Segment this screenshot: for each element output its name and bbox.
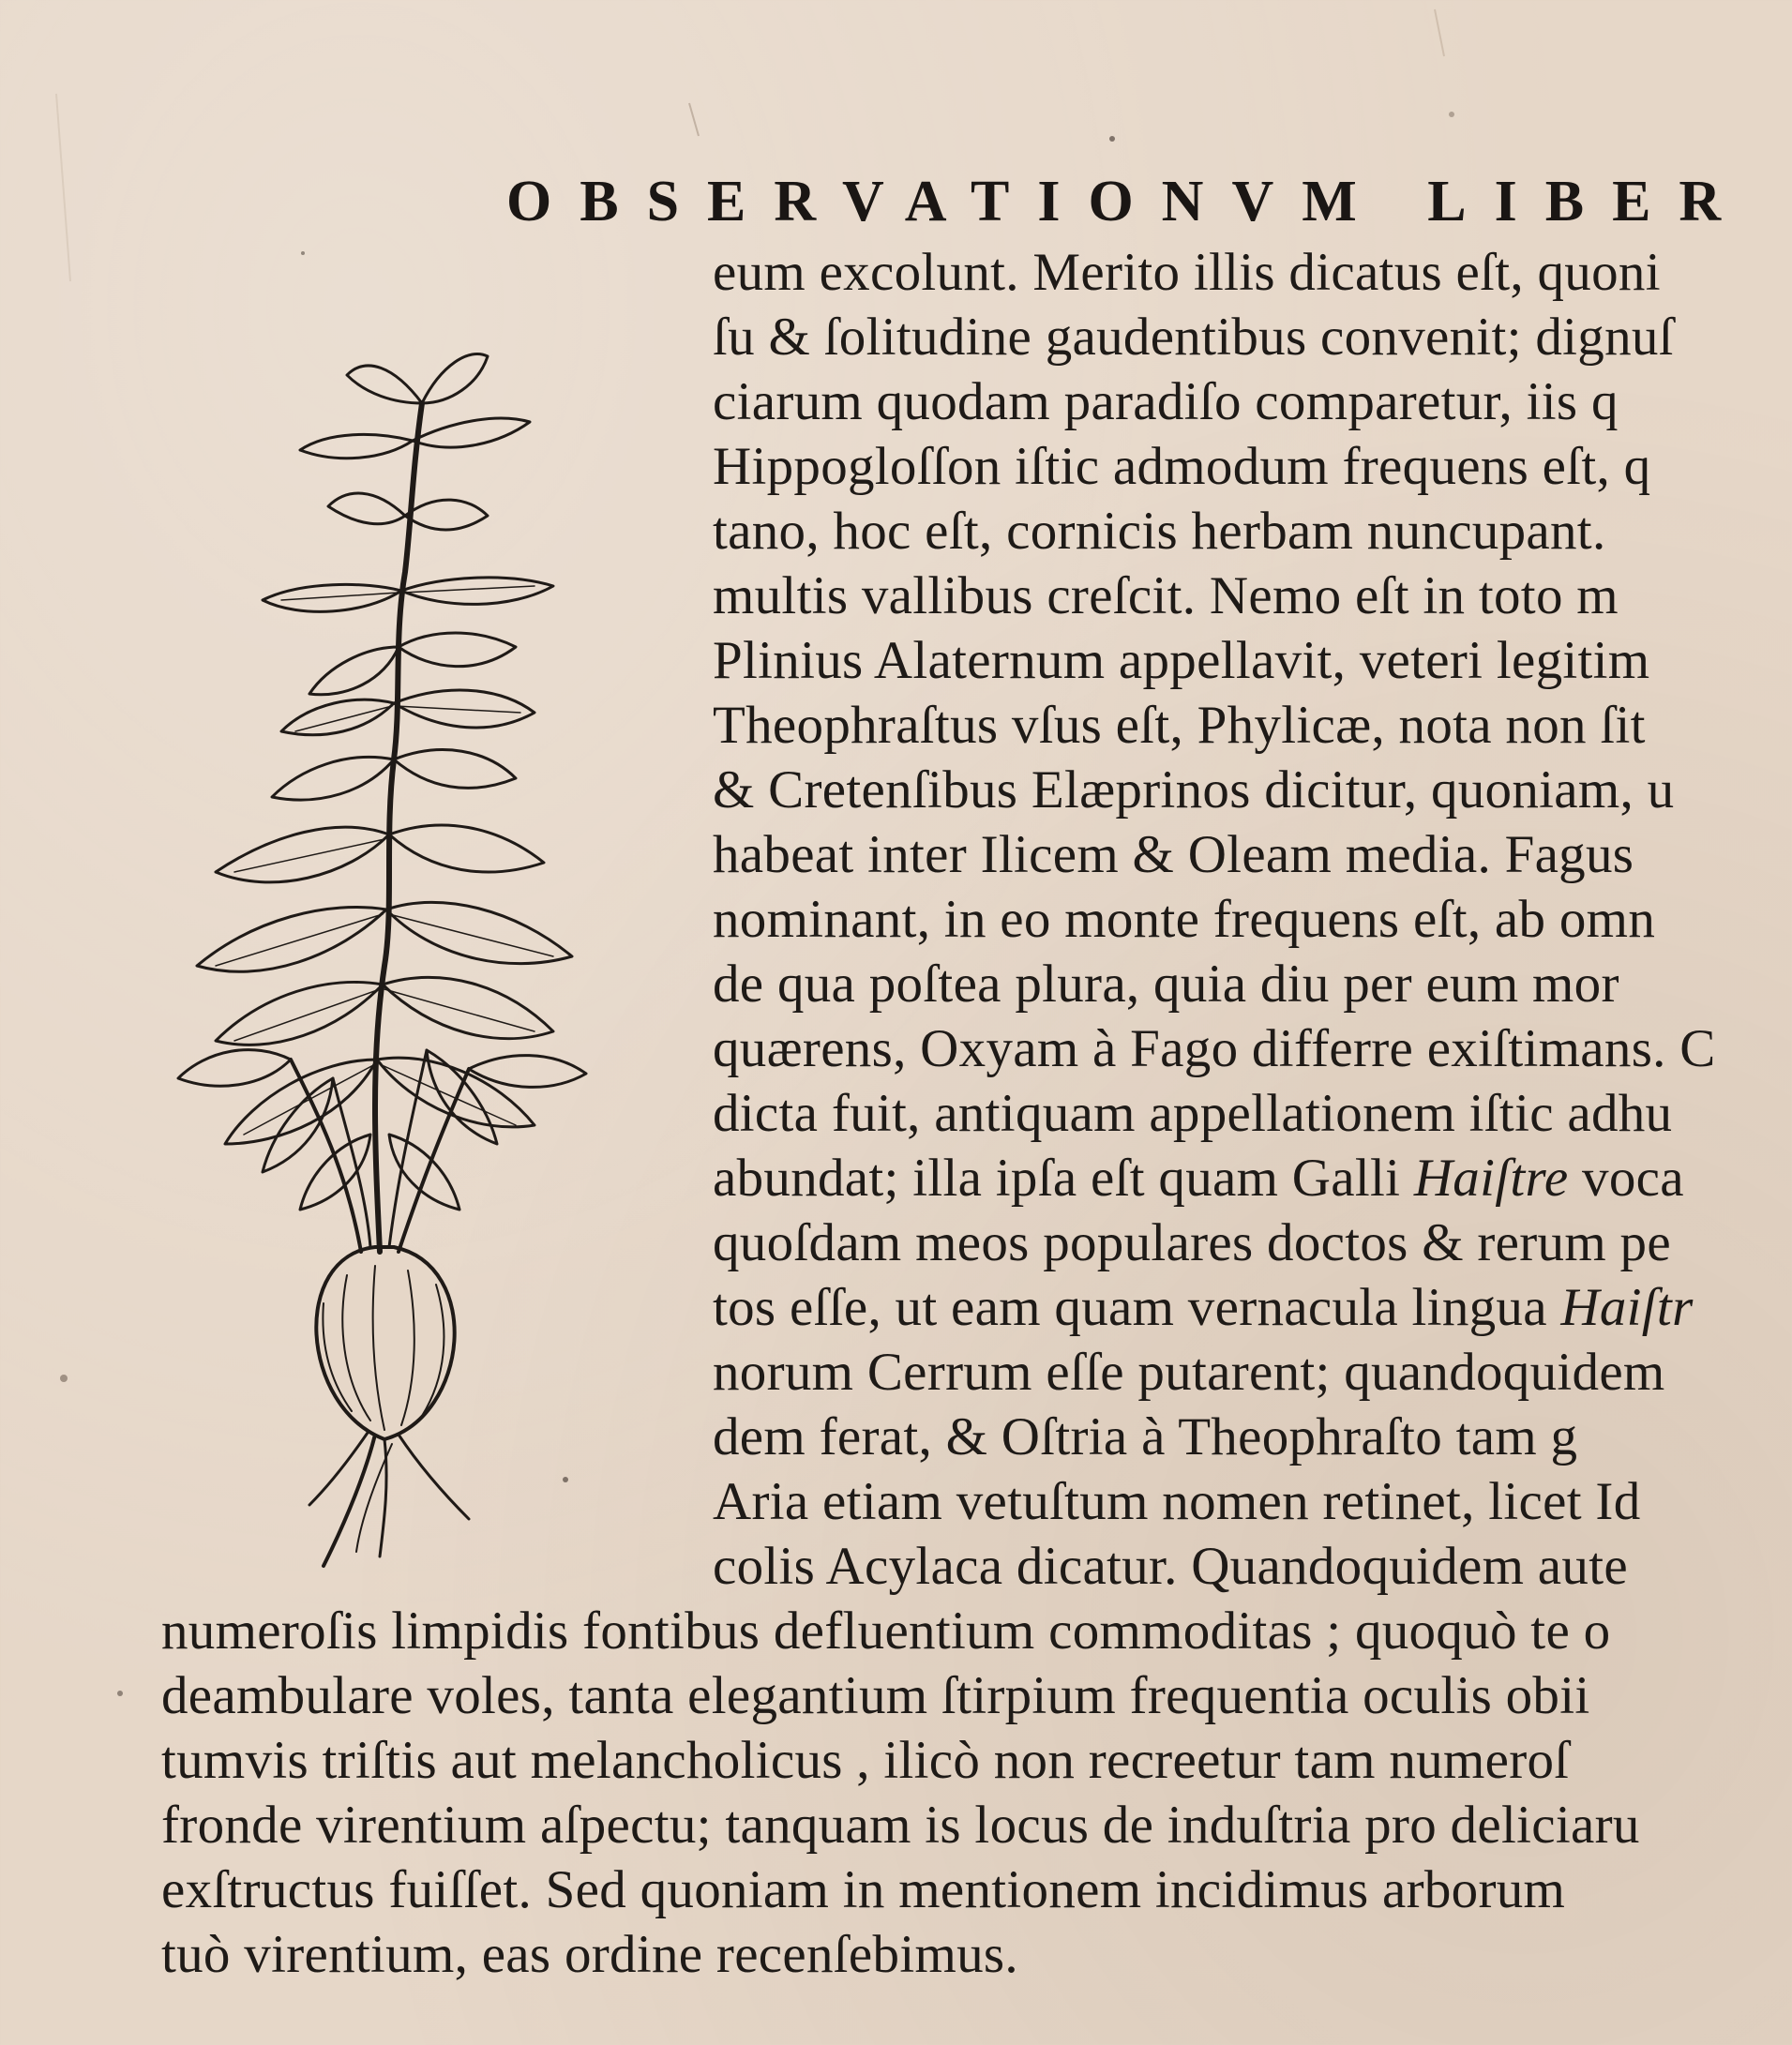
text-line: norum Cerrum eſſe putarent; quandoquidem <box>713 1343 1665 1402</box>
text-line: quoſdam meos populares doctos & rerum pe <box>713 1213 1671 1272</box>
text-line: habeat inter Ilicem & Oleam media. Fagus <box>713 825 1634 884</box>
text-line: Hippogloſſon iſtic admodum frequens eſt, q <box>713 437 1651 496</box>
text-segment: voca <box>1568 1149 1684 1208</box>
italic-word: Haiſtr <box>1560 1278 1694 1337</box>
text-line: tano, hoc eſt, cornicis herbam nuncupant. <box>713 502 1606 561</box>
text-line: tumvis triſtis aut melancholicus , ilicò non recreetur tam numeroſ <box>161 1731 1570 1790</box>
text-line: numeroſis limpidis fontibus defluentium commoditas ; quoquò te o <box>161 1601 1611 1661</box>
text-line: Plinius Alaternum appellavit, veteri legitim <box>713 631 1650 690</box>
text-line: colis Acylaca dicatur. Quandoquidem aute <box>713 1537 1628 1596</box>
italic-word: Haiſtre <box>1413 1149 1569 1208</box>
text-line <box>713 1148 1684 1210</box>
plant-woodcut <box>159 309 610 1585</box>
text-line: Aria etiam vetuſtum nomen retinet, licet Id <box>713 1472 1641 1531</box>
text-line: deambulare voles, tanta elegantium ſtirpium frequentia oculis obii <box>161 1666 1590 1725</box>
text-line: dicta fuit, antiquam appellationem iſtic adhu <box>713 1084 1673 1143</box>
text-line: exſtructus fuiſſet. Sed quoniam in mentionem incidimus arborum <box>161 1860 1566 1919</box>
text-line: Theophraſtus vſus eſt, Phylicæ, nota non ſit <box>713 696 1646 755</box>
text-line: multis vallibus creſcit. Nemo eſt in toto m <box>713 566 1619 625</box>
text-line <box>713 1277 1694 1339</box>
text-line: de qua poſtea plura, quia diu per eum mor <box>713 955 1619 1014</box>
text-line: quærens, Oxyam à Fago differre exiſtimans. C <box>713 1019 1716 1078</box>
text-line: ciarum quodam paradiſo comparetur, iis q <box>713 372 1619 431</box>
text-segment: tos eſſe, ut eam quam vernacula lingua <box>713 1278 1561 1337</box>
text-line: nominant, in eo monte frequens eſt, ab omn <box>713 890 1656 949</box>
text-line: tuò virentium, eas ordine recenſebimus. <box>161 1925 1018 1984</box>
text-line: eum excolunt. Merito illis dicatus eſt, quoni <box>713 243 1661 302</box>
text-line: & Cretenſibus Elæprinos dicitur, quoniam, u <box>713 760 1675 820</box>
text-line: dem ferat, & Oſtria à Theophraſto tam g <box>713 1407 1578 1466</box>
text-line: ſu & ſolitudine gaudentibus convenit; dignuſ <box>713 308 1674 367</box>
running-head: OBSERVATIONVM LIBER <box>506 170 1750 233</box>
text-line: fronde virentium aſpectu; tanquam is locus de induſtria pro deliciaru <box>161 1796 1640 1855</box>
text-segment: abundat; illa ipſa eſt quam Galli <box>713 1149 1414 1208</box>
